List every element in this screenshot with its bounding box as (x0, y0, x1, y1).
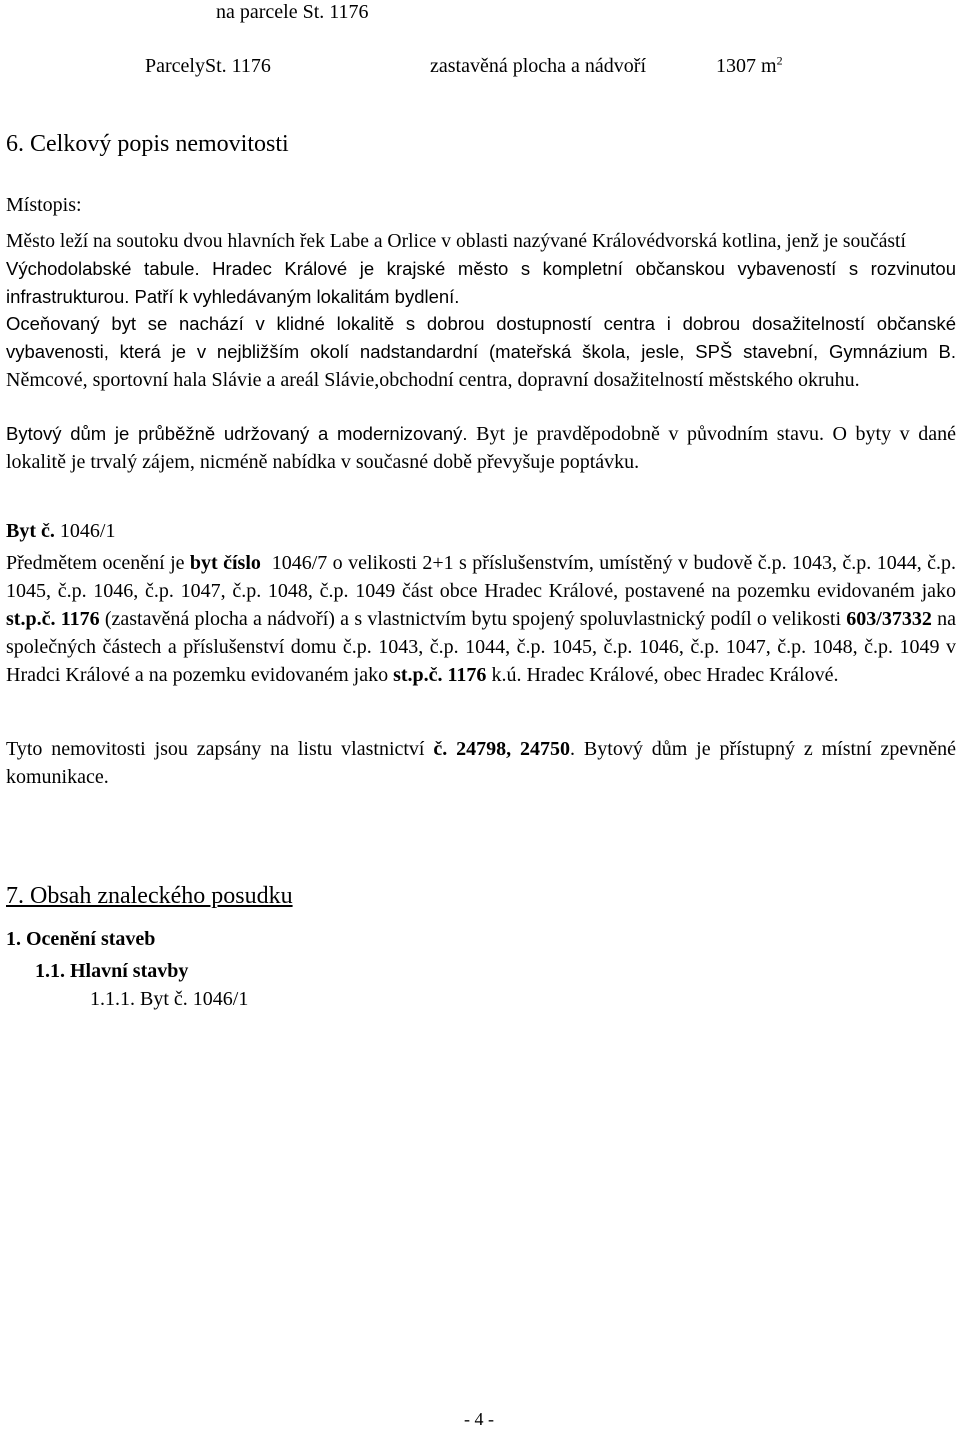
mistopis-paragraph-sans (6, 255, 956, 311)
subject-text-2: o velikosti 2+1 s příslušenstvím, umístěný v budově č.p. 1043, č.p. 1044, č.p. 1045, č.p. 1046, č.p. 1047, č.p. 1048, č.p. 1049 část obce Hradec Králové, postavené na pozemku evidovaném jako (6, 552, 956, 602)
subject-paragraph (6, 549, 956, 689)
subject-parcel-2: 1176 (447, 664, 487, 686)
byt-heading (6, 517, 115, 545)
location-paragraph (6, 310, 956, 394)
page-number: - 4 - (464, 1409, 494, 1429)
subject-text-1: Předmětem ocenění je (6, 552, 190, 574)
mistopis-text-b: Východolabské tabule. Hradec Králové je krajské město s kompletní občanskou vybaveností s rozvinutou infrastrukturou. Patří k vyhledávaným lokalitám bydlení. (6, 258, 956, 307)
subject-text-3: (zastavěná plocha a nádvoří) a s vlastnictvím bytu spojený spoluvlastnický podíl o velikosti (99, 608, 847, 630)
parcel-type: zastavěná plocha a nádvoří (430, 55, 647, 77)
ownership-paragraph (6, 735, 956, 791)
condition-text-b: Byt je pravděpodobně v původním stavu. O byty v dané lokalitě je (6, 423, 956, 473)
subject-stpc-1: st.p.č. (6, 608, 56, 630)
mistopis-label: Místopis: (6, 194, 82, 216)
parcel-label: ParcelySt. 1176 (145, 55, 271, 77)
mistopis-line-1: Město leží na soutoku dvou hlavních řek Labe a Orlice v oblasti nazývané Královédvorská kotlina, jenž je součástí (6, 231, 906, 252)
parcel-area (716, 52, 783, 80)
subject-text-4: na společných částech a příslušenství domu č.p. 1043, č.p. 1044, č.p. 1045, č.p. 1046, č.p. 1047, č.p. 1048, č.p. 1049 v Hradci Králové a na pozemku evidovaném jako (6, 608, 956, 686)
condition-text-c: trvalý zájem, nicméně nabídka v současné době převyšuje poptávku. (90, 451, 640, 473)
subject-share: 603/37332 (846, 608, 932, 630)
section-6-title: 6. Celkový popis nemovitosti (6, 131, 289, 157)
ownership-lv-numbers: 24798, 24750 (456, 738, 571, 760)
subsection-1-text: 1. Ocenění staveb (6, 928, 156, 950)
subsection-1-1 (35, 957, 188, 985)
section-7-title: 7. Obsah znaleckého posudku (6, 883, 293, 909)
ownership-c: č. (433, 738, 448, 760)
subsection-1-1-1: 1.1.1. Byt č. 1046/1 (90, 988, 249, 1010)
ownership-text-1: Tyto nemovitosti jsou zapsány na listu vlastnictví (6, 738, 434, 760)
subject-byt-cislo: byt číslo (189, 552, 261, 574)
location-text-a: Oceňovaný byt se nachází v klidné lokalitě s dobrou dostupností centra i dobrou dosažitelností občanské vybavenosti, která je v nejbližším okolí nadstandardní (mateřská škola, jesle, SPŠ stavební, Gymnázium B. (6, 313, 956, 362)
location-text-b: Němcové, sportovní hala Slávie a areál Slávie,obchodní centra, dopravní dosažitelností městského okruhu. (6, 369, 860, 391)
parcel-line: na parcele St. 1176 (216, 1, 369, 23)
subsection-1 (6, 925, 155, 953)
ownership-text-2: . Bytový dům je přístupný z místní zpevněné komunikace. (6, 738, 957, 788)
byt-heading-label: Byt č. (6, 520, 55, 542)
parcel-area-exponent: 2 (776, 53, 783, 68)
parcel-area-value: 1307 m (716, 55, 777, 77)
byt-heading-number: 1046/1 (59, 520, 116, 542)
subject-text-5: k.ú. Hradec Králové, obec Hradec Králové. (486, 664, 839, 686)
subsection-1-1-text: 1.1. Hlavní stavby (35, 960, 189, 982)
condition-text-a: Bytový dům je průběžně udržovaný a modernizovaný. (6, 423, 468, 444)
condition-paragraph (6, 420, 956, 476)
subject-parcel-1: 1176 (60, 608, 100, 630)
subject-byt-number: 1046/7 (271, 552, 328, 574)
subject-stpc-2: st.p.č. (393, 664, 443, 686)
